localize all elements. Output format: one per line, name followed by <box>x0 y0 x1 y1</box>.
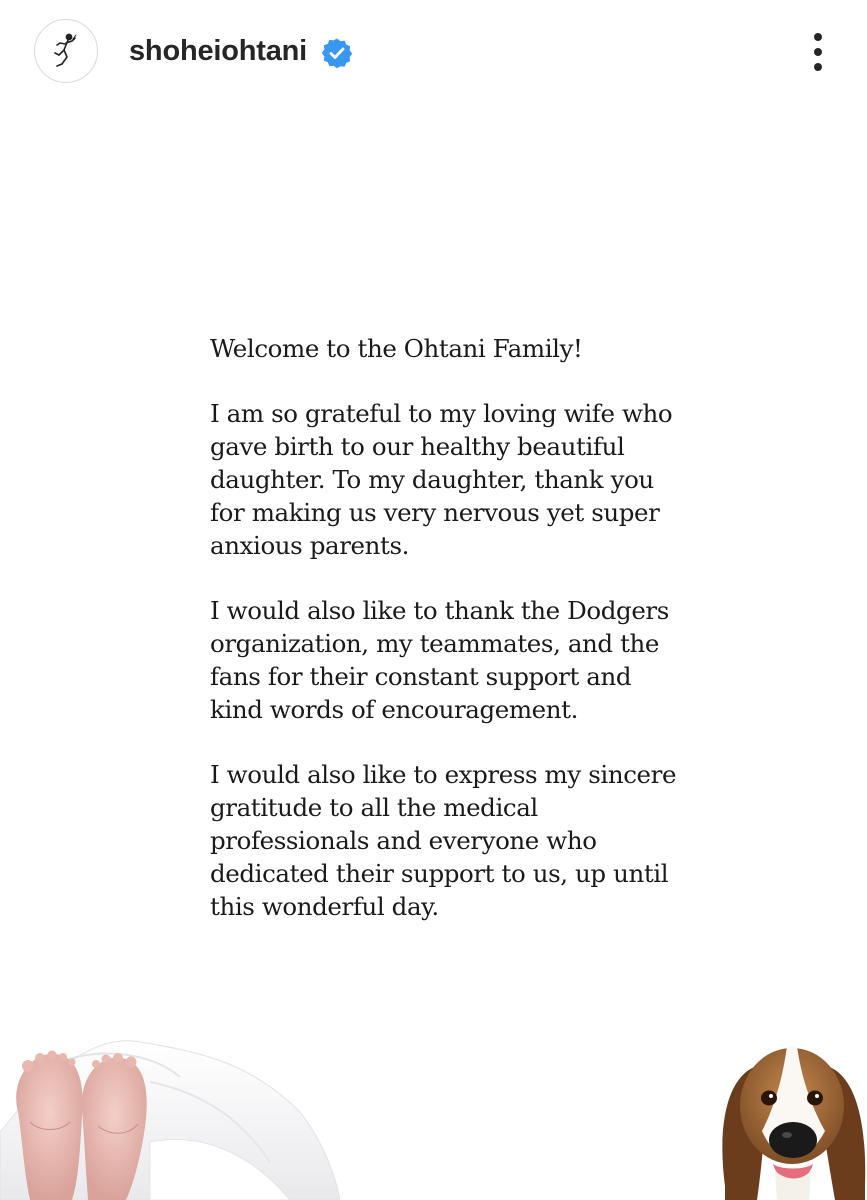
profile-avatar[interactable] <box>34 19 98 83</box>
vertical-ellipsis-icon <box>801 30 835 74</box>
letter-greeting: Welcome to the Ohtani Family! <box>210 334 583 363</box>
post-header <box>0 0 867 104</box>
post-image[interactable] <box>0 104 867 1200</box>
verified-badge-icon <box>321 37 353 69</box>
username[interactable]: shoheiohtani <box>129 35 308 67</box>
puppy-illustration <box>717 1036 867 1200</box>
more-options-button[interactable] <box>801 30 835 74</box>
announcement-letter <box>210 332 680 955</box>
letter-paragraph: I would also like to express my sincere gratitude to all the medical professionals and everyone who dedicated their support to us, up until this wonderful day. <box>210 760 677 921</box>
running-figure-sketch-icon <box>35 20 96 81</box>
baby-feet-illustration <box>0 1022 340 1200</box>
letter-paragraph: I would also like to thank the Dodgers organization, my teammates, and the fans for their constant support and kind words of encouragement. <box>210 596 669 724</box>
letter-paragraph: I am so grateful to my loving wife who gave birth to our healthy beautiful daughter. To my daughter, thank you for making us very nervous yet super anxious parents. <box>210 399 673 560</box>
